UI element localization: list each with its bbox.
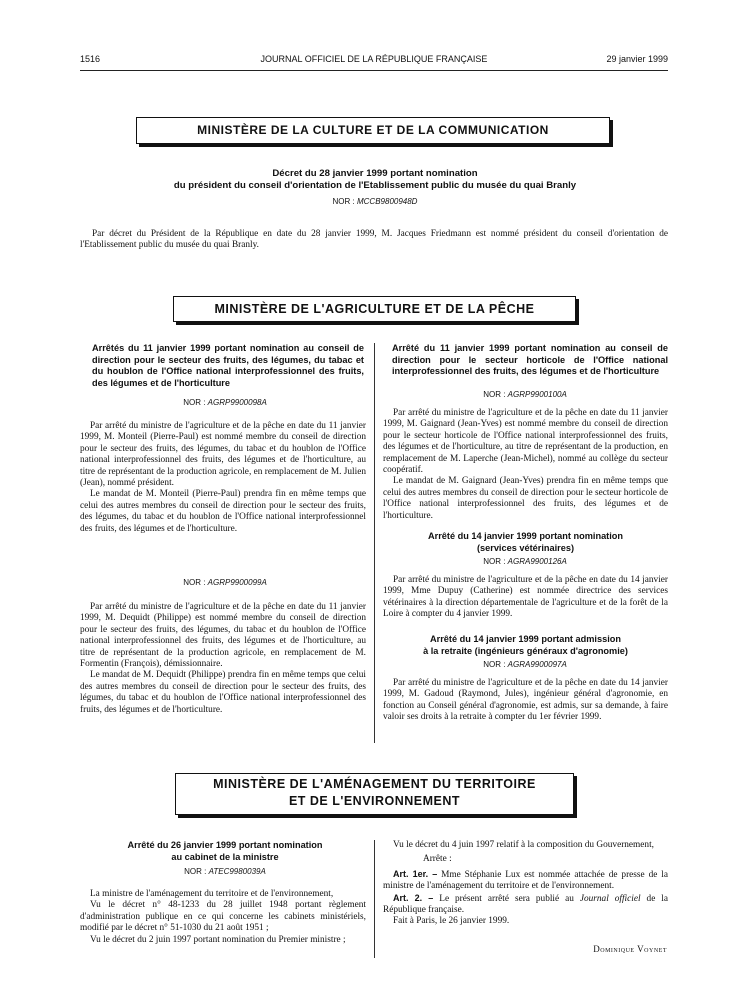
nor-label: NOR : <box>483 660 506 669</box>
nor-label: NOR : <box>184 867 207 876</box>
nor-code: ATEC9980039A <box>208 867 266 876</box>
journal-title: JOURNAL OFFICIEL DE LA RÉPUBLIQUE FRANÇAISE <box>260 54 488 64</box>
decree-body <box>80 229 668 252</box>
nor-code: AGRA9900126A <box>507 557 567 566</box>
left-paragraph-4: Le mandat de M. Dequidt (Philippe) prendra fin en même temps que celui des autres membres du conseil de direction pour le secteur des fruits, des légumes, du tabac et du houblon de l'Office national interprofessionnel des fruits, des légumes et de l'horticulture. <box>80 670 366 715</box>
ministry-environment-line2: ET DE L'ENVIRONNEMENT <box>288 794 461 808</box>
nor-label: NOR : <box>483 390 506 399</box>
env-right-body <box>383 840 668 928</box>
article-2-text-b: de la République française. <box>383 893 668 916</box>
decree-title-line2: du président du conseil d'orientation de l'Etablissement public du musée du quai Branly <box>173 180 577 191</box>
left-paragraph-1: Par arrêté du ministre de l'agriculture et de la pêche en date du 11 janvier 1999, M. Monteil (Pierre-Paul) est nommé membre du conseil de direction pour le secteur des fruits, des légumes, du tabac et du houblon de l'Office national interprofessionnel des fruits, des légumes et de l'horticulture, au titre de représentant de la production agricole, en remplacement de M. Julien (Jean), nommé président. <box>80 421 366 489</box>
done-at: Fait à Paris, le 26 janvier 1999. <box>393 916 510 927</box>
env-paragraph-1: La ministre de l'aménagement du territoire et de l'environnement, <box>90 889 334 899</box>
env-nor <box>80 866 370 877</box>
page-number: 1516 <box>80 54 101 64</box>
issue-date: 29 janvier 1999 <box>606 54 668 64</box>
title-line: Arrêté du 26 janvier 1999 portant nomination <box>127 840 323 850</box>
right-body-2 <box>383 575 668 621</box>
ministry-agriculture-title: MINISTÈRE DE L'AGRICULTURE ET DE LA PÊCHE <box>214 302 535 316</box>
title-line: (services vétérinaires) <box>476 542 575 553</box>
title-line: au cabinet de la ministre <box>171 851 279 862</box>
right-arrete-title-2 <box>383 531 668 554</box>
right-body-1 <box>383 408 668 522</box>
right-paragraph-4: Par arrêté du ministre de l'agriculture et de la pêche en date du 14 janvier 1999, M. Gadoud (Raymond, Jules), ingénieur général d'agronomie, en fonction au Conseil général d'agronomie, est admis, sur sa demande, à faire valoir ses droits à la retraite à compter du 1er février 1999. <box>383 678 668 723</box>
page-header <box>80 54 668 68</box>
right-nor-3 <box>380 659 670 670</box>
env-paragraph-3: Vu le décret du 2 juin 1997 portant nomination du Premier ministre ; <box>90 934 346 945</box>
right-nor-2 <box>380 556 670 567</box>
left-body-2 <box>80 602 366 716</box>
right-body-3 <box>383 678 668 724</box>
column-divider-2 <box>374 840 375 958</box>
article-1-label: Art. 1er. – <box>393 868 438 879</box>
column-divider <box>374 343 375 743</box>
nor-label: NOR : <box>332 197 355 206</box>
decree-title-line1: Décret du 28 janvier 1999 portant nomination <box>272 168 478 179</box>
article-2-label: Art. 2. – <box>393 892 434 903</box>
nor-label: NOR : <box>183 398 206 407</box>
signature: Dominique Voynet <box>593 944 667 954</box>
env-paragraph-4: Vu le décret du 4 juin 1997 relatif à la composition du Gouvernement, <box>393 840 654 850</box>
article-2-text-a: Le présent arrêté sera publié au <box>439 893 574 904</box>
article-1 <box>383 869 668 893</box>
right-paragraph-2: Le mandat de M. Gaignard (Jean-Yves) prendra fin en même temps que celui des autres membres du conseil de direction pour le secteur horticole de l'Office national interprofessionnel des fruits, des légumes et de l'horticulture. <box>383 476 668 521</box>
ministry-culture-box <box>136 117 610 144</box>
left-nor-2 <box>80 577 370 588</box>
title-line: à la retraite (ingénieurs généraux d'agronomie) <box>423 645 628 656</box>
right-arrete-title-3 <box>383 634 668 657</box>
env-paragraph-2: Vu le décret n° 48-1233 du 28 juillet 1948 portant règlement d'administration publique en ce qui concerne les cabinets ministériels, modifié par le décret n° 51-1030 du 21 août 1951 ; <box>80 900 366 934</box>
nor-code: MCCB9800948D <box>356 197 418 206</box>
decree-paragraph: Par décret du Président de la République en date du 28 janvier 1999, M. Jacques Friedmann est nommé président du conseil d'orientation de l'Etablissement public du musée du quai Branly. <box>80 229 668 251</box>
left-paragraph-3: Par arrêté du ministre de l'agriculture et de la pêche en date du 11 janvier 1999, M. Dequidt (Philippe) est nommé membre du conseil de direction pour le secteur des fruits, des légumes, du tabac et du houblon de l'Office national interprofessionnel des fruits, des légumes et de l'horticulture, au titre de représentant de la production agricole, en remplacement de M. Formentin (François), démissionnaire. <box>80 602 366 670</box>
left-arretes-title: Arrêtés du 11 janvier 1999 portant nomination au conseil de direction pour le secteur des fruits, des légumes, du tabac et du houblon de l'Office national interprofessionnel des fruits, des légumes et de l'horticulture <box>92 343 364 388</box>
right-paragraph-3: Par arrêté du ministre de l'agriculture et de la pêche en date du 14 janvier 1999, Mme Dupuy (Catherine) est nommée directrice des services vétérinaires à la direction départementale de l'agriculture et de la forêt de la Loire à compter du 4 janvier 1999. <box>383 575 668 620</box>
arrete-label: Arrête : <box>423 854 452 865</box>
left-paragraph-2: Le mandat de M. Monteil (Pierre-Paul) prendra fin en même temps que celui des autres membres du conseil de direction pour le secteur des fruits, des légumes, du tabac et du houblon de l'Office national interprofessionnel des fruits, des légumes et de l'horticulture. <box>80 489 366 534</box>
nor-reference <box>100 196 650 207</box>
decree-title <box>100 168 650 192</box>
nor-code: AGRA9900097A <box>507 660 567 669</box>
article-2 <box>383 893 668 917</box>
left-nor-1 <box>80 397 370 408</box>
nor-code: AGRP9900098A <box>207 398 267 407</box>
nor-code: AGRP9900100A <box>507 390 567 399</box>
ministry-environment-line1: MINISTÈRE DE L'AMÉNAGEMENT DU TERRITOIRE <box>213 777 536 791</box>
ministry-culture-title: MINISTÈRE DE LA CULTURE ET DE LA COMMUNICATION <box>197 123 549 137</box>
left-body-1 <box>80 421 366 535</box>
right-arrete-title-1: Arrêté du 11 janvier 1999 portant nomination au conseil de direction pour le secteur horticole de l'Office national interprofessionnel des fruits, des légumes et de l'horticulture <box>392 343 668 377</box>
env-left-body <box>80 889 366 946</box>
right-paragraph-1: Par arrêté du ministre de l'agriculture et de la pêche en date du 11 janvier 1999, M. Gaignard (Jean-Yves) est nommé membre du conseil de direction pour le secteur horticole de l'Office national interprofessionnel des fruits, des légumes et de l'horticulture, au titre de représentant de la production, en remplacement de M. Laperche (Jean-Michel), nommé au collège du secteur coopératif. <box>383 408 668 476</box>
ministry-agriculture-box <box>173 296 576 322</box>
title-line: Arrêté du 14 janvier 1999 portant nomination <box>427 531 624 541</box>
header-rule <box>80 70 668 71</box>
article-2-journal: Journal officiel <box>579 893 641 904</box>
ministry-environment-box <box>175 773 574 815</box>
nor-label: NOR : <box>183 578 206 587</box>
right-nor-1 <box>380 389 670 400</box>
title-line: Arrêté du 14 janvier 1999 portant admission <box>430 634 621 644</box>
env-arrete-title <box>80 840 370 863</box>
nor-code: AGRP9900099A <box>207 578 267 587</box>
nor-label: NOR : <box>483 557 506 566</box>
article-1-text: Mme Stéphanie Lux est nommée attachée de presse de la ministre de l'aménagement du territoire et de l'environnement. <box>383 869 668 892</box>
